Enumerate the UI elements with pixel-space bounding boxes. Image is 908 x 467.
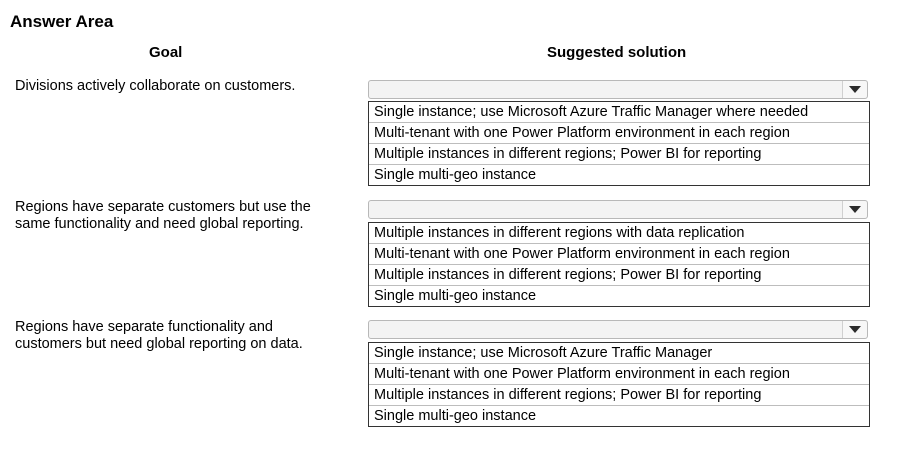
goal-text-line: Regions have separate customers but use the [15, 199, 311, 215]
dropdown-option[interactable]: Single multi-geo instance [374, 288, 537, 304]
goal-text-line: Regions have separate functionality and [15, 319, 273, 335]
goal-text-2 [15, 199, 355, 233]
solution-options-list-1 [368, 101, 870, 186]
dropdown-option[interactable]: Single instance; use Microsoft Azure Traffic Manager [369, 343, 869, 364]
dropdown-option[interactable]: Single multi-geo instance [374, 408, 537, 424]
goal-text-line: same functionality and need global reporting. [15, 216, 304, 232]
solution-dropdown-1[interactable] [368, 80, 868, 99]
dropdown-option[interactable]: Single multi-geo instance [374, 167, 537, 183]
goal-text-line: Divisions actively collaborate on customers. [15, 78, 296, 94]
dropdown-option[interactable]: Single instance; use Microsoft Azure Traffic Manager where needed [369, 102, 869, 123]
goal-text-1 [15, 78, 355, 95]
dropdown-option[interactable]: Multi-tenant with one Power Platform environment in each region [369, 123, 869, 144]
solution-column-heading: Suggested solution [547, 44, 687, 61]
solution-dropdown-2[interactable] [368, 200, 868, 219]
dropdown-option[interactable]: Multiple instances in different regions; Power BI for reporting [369, 265, 869, 286]
chevron-down-icon[interactable] [842, 321, 867, 338]
goal-text-line: customers but need global reporting on data. [15, 336, 303, 352]
dropdown-option[interactable]: Multi-tenant with one Power Platform environment in each region [369, 364, 869, 385]
solution-options-list-3 [368, 342, 870, 427]
goal-text-3 [15, 319, 355, 353]
dropdown-option[interactable]: Multiple instances in different regions; Power BI for reporting [369, 385, 869, 406]
chevron-down-icon[interactable] [842, 201, 867, 218]
solution-options-list-2 [368, 222, 870, 307]
dropdown-option[interactable]: Multiple instances in different regions; Power BI for reporting [369, 144, 869, 165]
dropdown-option[interactable]: Multiple instances in different regions with data replication [369, 223, 869, 244]
answer-area-title: Answer Area [10, 12, 114, 31]
dropdown-option[interactable]: Multi-tenant with one Power Platform environment in each region [369, 244, 869, 265]
solution-dropdown-3[interactable] [368, 320, 868, 339]
chevron-down-icon[interactable] [842, 81, 867, 98]
goal-column-heading: Goal [149, 44, 183, 61]
